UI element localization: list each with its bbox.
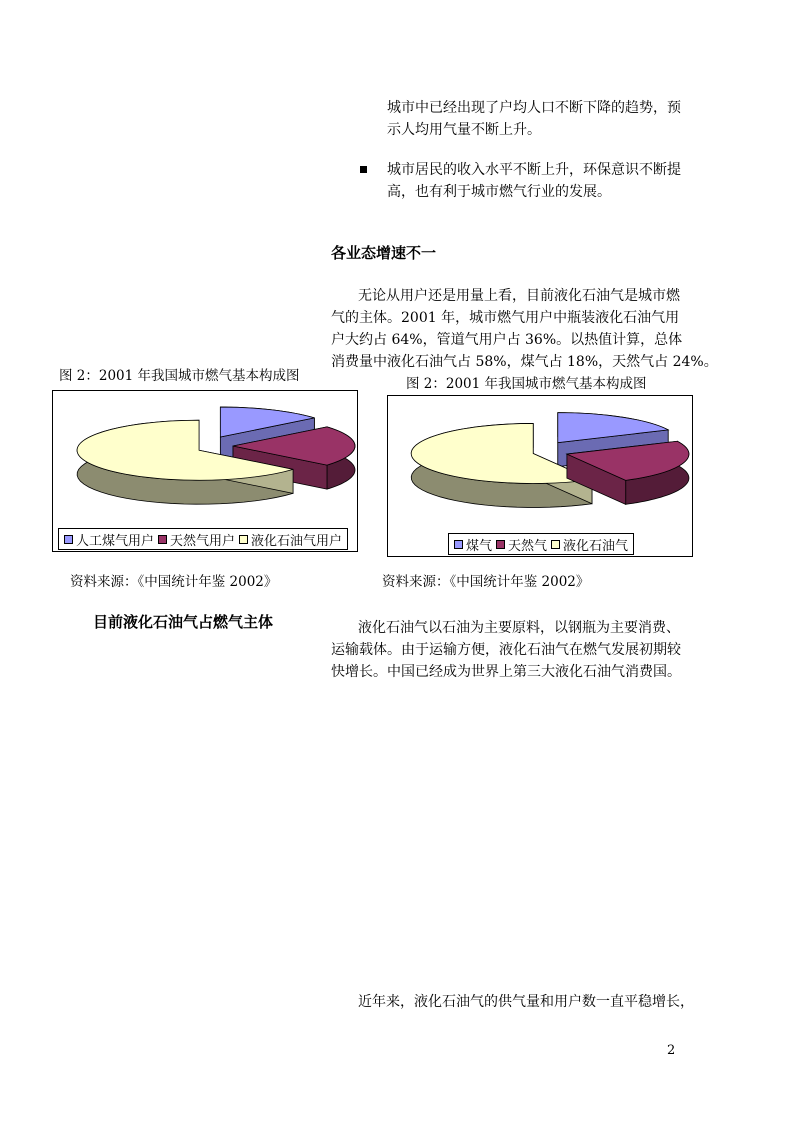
- page-number: 2: [667, 1043, 676, 1058]
- paragraph-line: 无论从用户还是用量上看，目前液化石油气是城市燃: [358, 288, 680, 304]
- legend-item: [64, 530, 154, 549]
- chart-caption-left: 图 2：2001 年我国城市燃气基本构成图: [59, 368, 300, 384]
- legend-swatch: [64, 535, 73, 544]
- chart-source-right: 资料来源：《中国统计年鉴 2002》: [382, 574, 590, 590]
- legend-swatch: [551, 540, 560, 549]
- bullet-line: 城市居民的收入水平不断上升，环保意识不断提: [387, 162, 681, 178]
- chart-legend: [448, 533, 634, 555]
- legend-swatch: [496, 540, 505, 549]
- pie-chart-svg: [53, 391, 357, 551]
- legend-item: [454, 535, 492, 554]
- paragraph-line: 液化石油气以石油为主要原料，以钢瓶为主要消费、: [358, 620, 680, 636]
- bullet-square-icon: [360, 166, 367, 173]
- chart-caption-right: 图 2：2001 年我国城市燃气基本构成图: [406, 376, 647, 392]
- paragraph-line: 快增长。中国已经成为世界上第三大液化石油气消费国。: [331, 664, 681, 680]
- paragraph-line: 户大约占 64%，管道气用户占 36%。以热值计算，总体: [331, 332, 683, 348]
- legend-swatch: [454, 540, 463, 549]
- legend-label: 人工煤气用户: [76, 533, 155, 549]
- pie-chart-svg: [388, 396, 692, 556]
- legend-item: [158, 530, 235, 549]
- legend-label: 煤气: [466, 538, 493, 554]
- pie-chart-right: [387, 395, 693, 557]
- paragraph-line: 近年来，液化石油气的供气量和用户数一直平稳增长，: [358, 994, 694, 1010]
- section-heading: 各业态增速不一: [331, 244, 437, 262]
- legend-item: [496, 535, 547, 554]
- intro-line: 城市中已经出现了户均人口不断下降的趋势，预: [387, 100, 681, 116]
- legend-label: 液化石油气: [563, 538, 629, 554]
- legend-item: [551, 535, 628, 554]
- chart-source-left: 资料来源：《中国统计年鉴 2002》: [70, 574, 278, 590]
- paragraph-line: 运输载体。由于运输方便，液化石油气在燃气发展初期较: [331, 642, 681, 658]
- paragraph-line: 气的主体。2001 年，城市燃气用户中瓶装液化石油气用: [331, 310, 680, 326]
- bullet-line: 高，也有利于城市燃气行业的发展。: [387, 184, 611, 200]
- chart-legend: [58, 528, 348, 550]
- legend-label: 液化石油气用户: [251, 533, 343, 549]
- legend-label: 天然气: [508, 538, 548, 554]
- intro-line: 示人均用气量不断上升。: [387, 122, 541, 138]
- legend-item: [239, 530, 342, 549]
- pie-chart-left: [52, 390, 358, 552]
- legend-swatch: [158, 535, 167, 544]
- paragraph-line: 消费量中液化石油气占 58%，煤气占 18%，天然气占 24%。: [331, 354, 718, 370]
- legend-label: 天然气用户: [170, 533, 236, 549]
- sidebar-heading: 目前液化石油气占燃气主体: [93, 613, 274, 631]
- legend-swatch: [239, 535, 248, 544]
